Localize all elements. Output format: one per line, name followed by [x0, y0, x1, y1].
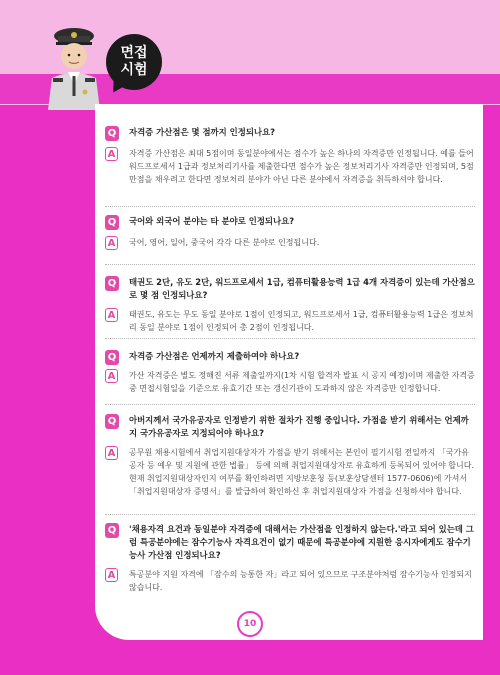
qa-item [105, 276, 475, 334]
answer-row [105, 369, 475, 395]
police-officer-illustration [38, 22, 110, 110]
bubble-line-1: 면접 [120, 45, 148, 61]
question-row [105, 126, 475, 139]
qa-item [105, 414, 475, 498]
question-text: 국어와 외국어 분야는 타 분야로 인정되나요? [129, 216, 295, 226]
divider [105, 404, 475, 405]
question-badge-icon: Q [105, 350, 119, 365]
question-text: 자격증 가산점은 언제까지 제출하여야 하나요? [129, 351, 300, 361]
divider [105, 264, 475, 265]
qa-item [105, 523, 475, 594]
answer-row [105, 568, 475, 594]
question-text: 아버지께서 국가유공자로 인정받기 위한 절차가 진행 중입니다. 가점을 받기 위해서는 언제까지 국가유공자로 지정되어야 하나요? [129, 415, 469, 438]
divider [105, 338, 475, 339]
question-text: 태권도 2단, 유도 2단, 워드프로세서 1급, 컴퓨터활용능력 1급 4개 자격증이 있는데 가산점으로 몇 점 인정되나요? [129, 277, 475, 300]
answer-badge-icon: A [105, 147, 118, 161]
question-badge-icon: Q [105, 215, 119, 230]
answer-row [105, 236, 475, 249]
divider [105, 206, 475, 207]
answer-badge-icon: A [105, 369, 118, 383]
question-badge-icon: Q [105, 414, 119, 429]
qa-item [105, 350, 475, 395]
question-row [105, 414, 475, 440]
answer-badge-icon: A [105, 236, 118, 250]
answer-text: 가산 자격증은 별도 정해진 서류 제출일까지(1차 시험 합격자 발표 시 공지 예정)이며 제출한 자격증 중 면접시험일을 기준으로 유효기간 또는 갱신기관이 도과하지 않은 자격증만 인정합니다. [129, 371, 475, 393]
question-row [105, 215, 475, 228]
page-number: 10 [237, 611, 263, 637]
answer-text: 국어, 영어, 일어, 중국어 각각 다른 분야로 인정됩니다. [129, 238, 320, 247]
answer-text-continued: 현재 취업지원대상자인지 여부를 확인하려면 지방보훈청 등(보훈상담센터 1577-0606)에 가셔서 「취업지원대상자 증명서」를 발급하여 확인하신 후 취업지원대상자 가점을 신청하셔야 합니다. [129, 474, 468, 496]
answer-row [105, 446, 475, 498]
answer-badge-icon: A [105, 446, 118, 460]
answer-badge-icon: A [105, 308, 118, 322]
answer-row [105, 147, 475, 186]
answer-text: 공무원 채용시험에서 취업지원대상자가 가점을 받기 위해서는 본인이 필기시험 전일까지 「국가유공자 등 예우 및 지원에 관한 법률」 등에 의해 취업지원대상자로 유효하게 등록되어 있어야 합니다. [129, 448, 474, 470]
answer-badge-icon: A [105, 568, 118, 582]
question-badge-icon: Q [105, 126, 119, 141]
question-badge-icon: Q [105, 523, 119, 538]
answer-row [105, 308, 475, 334]
question-text: 자격증 가산점은 몇 점까지 인정되나요? [129, 127, 275, 137]
question-row [105, 350, 475, 363]
question-row [105, 523, 475, 562]
divider [105, 514, 475, 515]
question-badge-icon: Q [105, 276, 119, 291]
qa-item [105, 215, 475, 249]
answer-text: 태권도, 유도는 무도 동일 분야로 1점이 인정되고, 워드프로세서 1급, 컴퓨터활용능력 1급은 정보처리 동일 분야로 1점이 인정되어 총 2점이 인정됩니다. [129, 310, 474, 332]
bubble-line-2: 시험 [120, 62, 148, 78]
answer-text: 자격증 가산점은 최대 5점이며 동일분야에서는 점수가 높은 하나의 자격증만 인정됩니다. 예를 들어 워드프로세서 1급과 정보처리기사를 제출한다면 점수가 높은 정보처리기사 자격증만 인정되며, 5점 만점을 채우려고 한다면 정보처리 분야가 아닌 다른 분야에서 자격증을 취득하셔야 합니다. [129, 149, 474, 184]
qa-item [105, 126, 475, 186]
question-row [105, 276, 475, 302]
question-text: '채용자격 요건과 동일분야 자격증에 대해서는 가산점을 인정하지 않는다.'라고 되어 있는데 그럼 특공분야에는 잠수기능사 자격요건이 없기 때문에 특공분야에 지원한 응시자에게도 잠수기능사 가산점 인정되나요? [129, 524, 474, 560]
answer-text: 특공분야 지원 자격에 「잠수의 능통한 자」라고 되어 있으므로 구조분야처럼 잠수기능사 인정되지 않습니다. [129, 570, 472, 592]
